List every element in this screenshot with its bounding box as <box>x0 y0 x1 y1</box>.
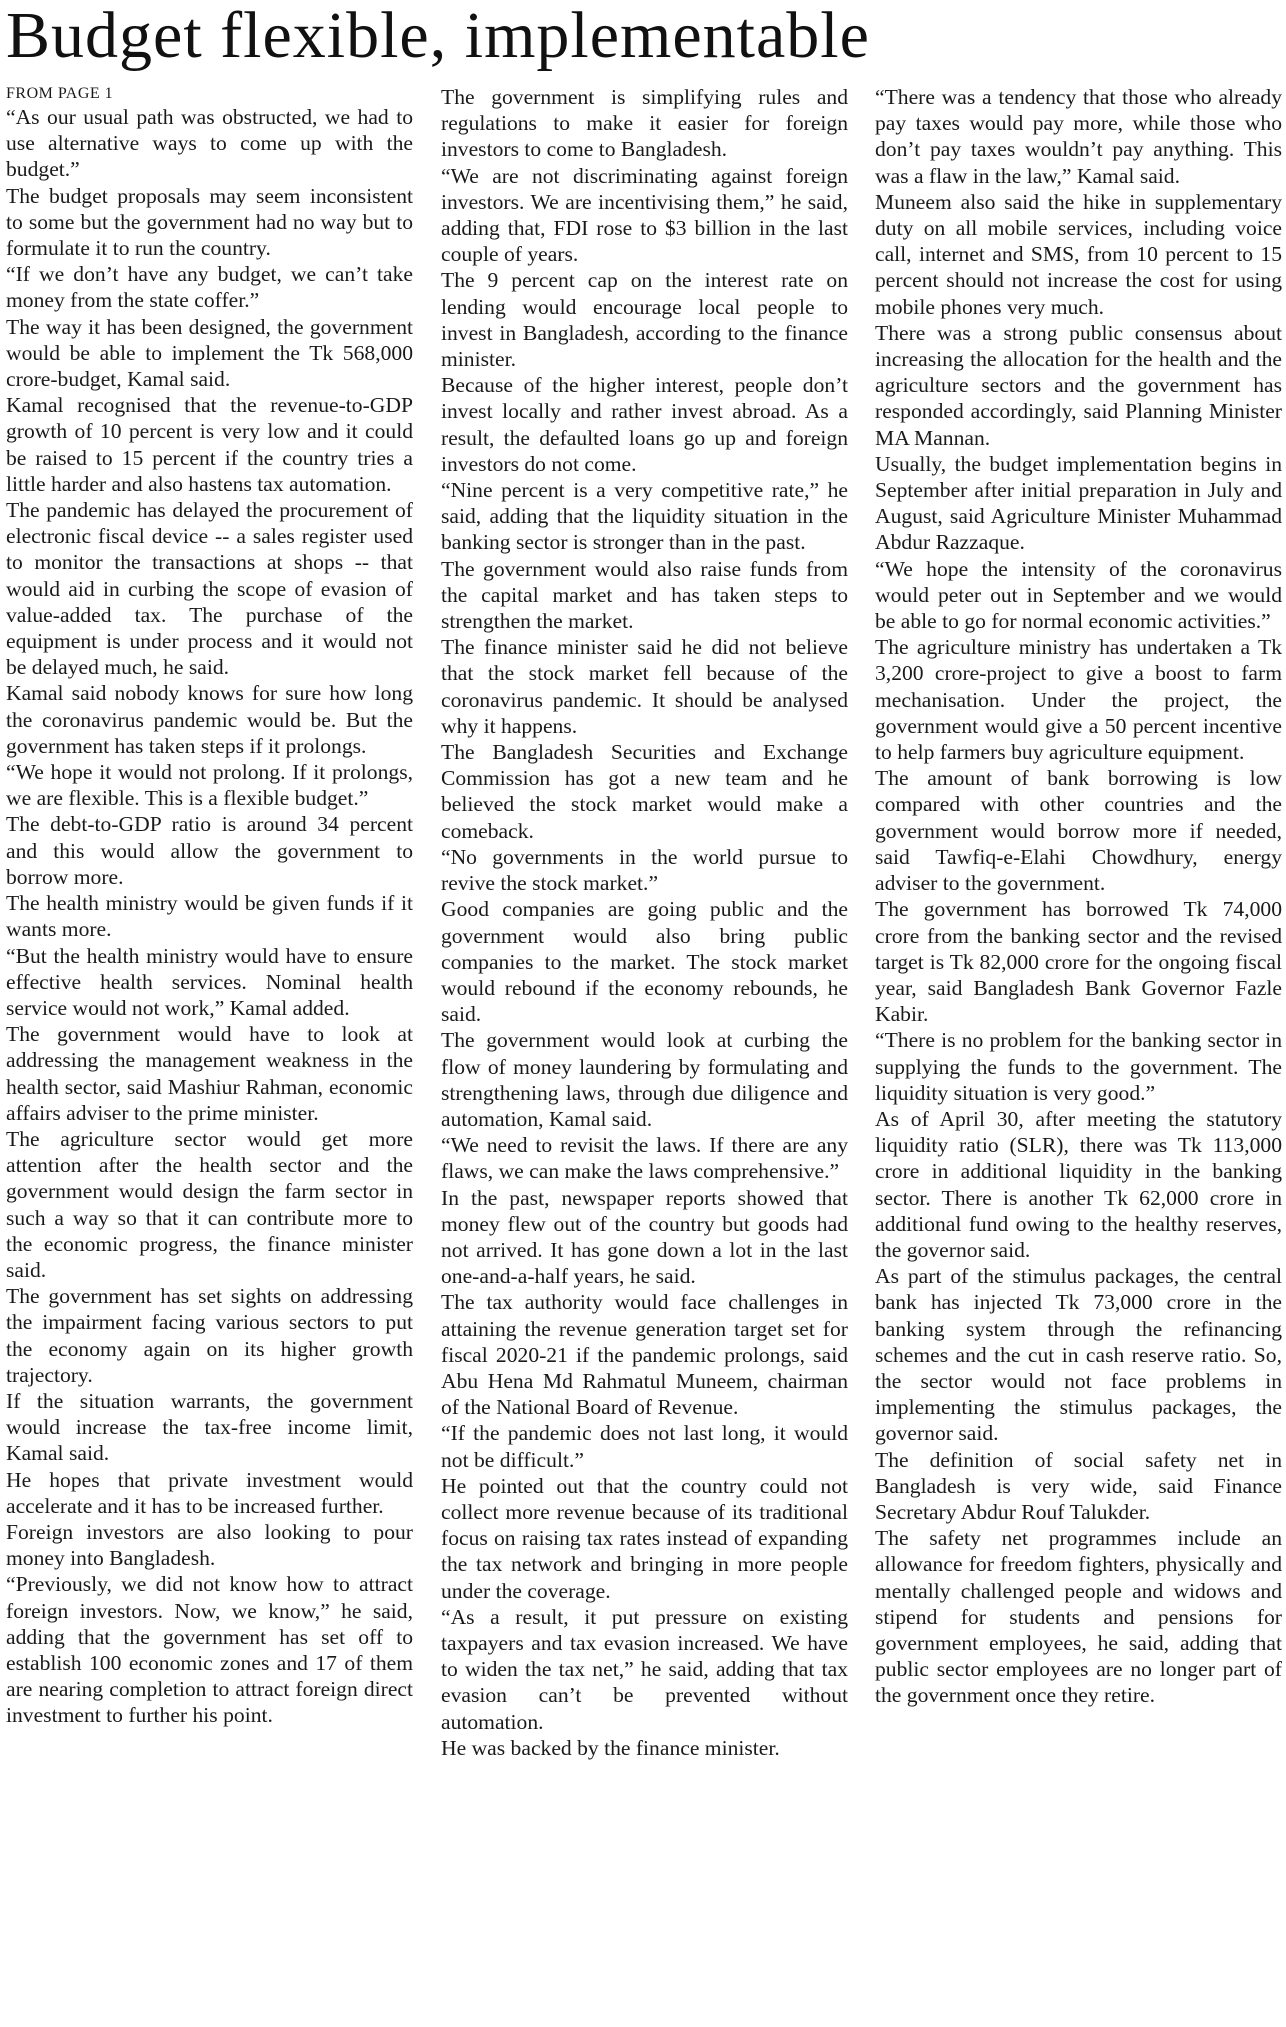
paragraph: The government has set sights on addressing the impairment facing various sectors to put the economy again on its higher growth trajectory. <box>6 1284 413 1387</box>
jump-line: FROM PAGE 1 <box>6 85 114 102</box>
paragraph: “Previously, we did not know how to attract foreign investors. Now, we know,” he said, adding that the government has set off to establish 100 economic zones and 17 of them are nearing completion to attract foreign direct investment to further his point. <box>6 1572 413 1728</box>
paragraph: The agriculture sector would get more attention after the health sector and the government would design the farm sector in such a way so that it can contribute more to the economic progress, the finance minister said. <box>6 1126 413 1282</box>
paragraph: Usually, the budget implementation begins in September after initial preparation in July and August, said Agriculture Minister Muhammad Abdur Razzaque. <box>875 451 1282 555</box>
paragraph: The agriculture ministry has undertaken a Tk 3,200 crore-project to give a boost to farm mechanisation. Under the project, the government would give a 50 percent incentive to help farmers buy agriculture equipment. <box>875 635 1282 765</box>
paragraph: Muneem also said the hike in supplementary duty on all mobile services, including voice call, internet and SMS, from 10 percent to 15 percent should not increase the cost for using mobile phones very much. <box>875 189 1282 319</box>
paragraph: Because of the higher interest, people don’t invest locally and rather invest abroad. As a result, the defaulted loans go up and foreign investors do not come. <box>441 373 848 476</box>
paragraph: He hopes that private investment would accelerate and it has to be increased further. <box>6 1467 413 1518</box>
paragraph: “We need to revisit the laws. If there are any flaws, we can make the laws comprehensive.” <box>441 1133 848 1184</box>
paragraph: “We are not discriminating against foreign investors. We are incentivising them,” he said, adding that, FDI rose to $3 billion in the last couple of years. <box>441 163 848 267</box>
paragraph: Foreign investors are also looking to pour money into Bangladesh. <box>6 1519 413 1571</box>
headline: Budget flexible, implementable <box>6 0 870 72</box>
paragraph: The government has borrowed Tk 74,000 crore from the banking sector and the revised target is Tk 82,000 crore for the ongoing fiscal year, said Bangladesh Bank Governor Fazle Kabir. <box>875 897 1282 1027</box>
paragraph: In the past, newspaper reports showed that money flew out of the country but goods had not arrived. It has gone down a lot in the last one-and-a-half years, he said. <box>441 1185 848 1289</box>
paragraph: The definition of social safety net in Bangladesh is very wide, said Finance Secretary Abdur Rouf Talukder. <box>875 1447 1282 1524</box>
paragraph: “We hope it would not prolong. If it prolongs, we are flexible. This is a flexible budget.” <box>6 760 413 811</box>
paragraph: The government is simplifying rules and regulations to make it easier for foreign investors to come to Bangladesh. <box>441 85 848 162</box>
paragraph: The Bangladesh Securities and Exchange Commission has got a new team and he believed the stock market would make a comeback. <box>441 740 848 843</box>
article-column-3 <box>875 84 1282 2019</box>
paragraph: The safety net programmes include an allowance for freedom fighters, physically and mentally challenged people and widows and stipend for students and pensions for government employees, he said, adding that public sector employees are no longer part of the government once they retire. <box>875 1526 1282 1708</box>
paragraph: “Nine percent is a very competitive rate,” he said, adding that the liquidity situation in the banking sector is stronger than in the past. <box>441 478 848 555</box>
paragraph: The health ministry would be given funds if it wants more. <box>6 891 413 942</box>
paragraph: The tax authority would face challenges in attaining the revenue generation target set for fiscal 2020-21 if the pandemic prolongs, said Abu Hena Md Rahmatul Muneem, chairman of the National Board of Revenue. <box>441 1290 848 1420</box>
paragraph: “If we don’t have any budget, we can’t take money from the state coffer.” <box>6 262 413 313</box>
paragraph: The debt-to-GDP ratio is around 34 percent and this would allow the government to borrow more. <box>6 812 413 889</box>
paragraph: “There was a tendency that those who already pay taxes would pay more, while those who don’t pay taxes wouldn’t pay anything. This was a flaw in the law,” Kamal said. <box>875 85 1282 188</box>
paragraph: The budget proposals may seem inconsistent to some but the government had no way but to formulate it to run the country. <box>6 183 413 261</box>
paragraph: The amount of bank borrowing is low compared with other countries and the government would borrow more if needed, said Tawfiq-e-Elahi Chowdhury, energy adviser to the government. <box>875 766 1282 896</box>
paragraph: He pointed out that the country could not collect more revenue because of its traditional focus on raising tax rates instead of expanding the tax network and bringing in more people under the coverage. <box>441 1473 848 1603</box>
paragraph: As part of the stimulus packages, the central bank has injected Tk 73,000 crore in the banking system through the refinancing schemes and the cut in cash reserve ratio. So, the sector would not face problems in implementing the stimulus packages, the governor said. <box>875 1264 1282 1446</box>
article-column-2 <box>441 84 848 2019</box>
paragraph: He was backed by the finance minister. <box>441 1735 780 1760</box>
paragraph: Kamal said nobody knows for sure how long the coronavirus pandemic would be. But the government has taken steps if it prolongs. <box>6 681 413 758</box>
paragraph: “There is no problem for the banking sector in supplying the funds to the government. The liquidity situation is very good.” <box>875 1028 1282 1105</box>
paragraph: “We hope the intensity of the coronavirus would peter out in September and we would be able to go for normal economic activities.” <box>875 556 1282 634</box>
paragraph: The way it has been designed, the government would be able to implement the Tk 568,000 crore-budget, Kamal said. <box>6 314 413 392</box>
paragraph: “As a result, it put pressure on existing taxpayers and tax evasion increased. We have to widen the tax net,” he said, adding that tax evasion can’t be prevented without automation. <box>441 1604 848 1734</box>
paragraph: “If the pandemic does not last long, it would not be difficult.” <box>441 1421 848 1472</box>
paragraph: “But the health ministry would have to ensure effective health services. Nominal health service would not work,” Kamal added. <box>6 943 413 1020</box>
paragraph: Kamal recognised that the revenue-to-GDP growth of 10 percent is very low and it could be raised to 15 percent if the country tries a little harder and also hastens tax automation. <box>6 393 413 496</box>
paragraph: If the situation warrants, the government would increase the tax-free income limit, Kamal said. <box>6 1388 413 1466</box>
paragraph: The finance minister said he did not believe that the stock market fell because of the coronavirus pandemic. It should be analysed why it happens. <box>441 635 848 738</box>
paragraph: “No governments in the world pursue to revive the stock market.” <box>441 844 848 896</box>
paragraph: There was a strong public consensus about increasing the allocation for the health and the agriculture sectors and the government has responded accordingly, said Planning Minister MA Mannan. <box>875 320 1282 450</box>
paragraph: As of April 30, after meeting the statutory liquidity ratio (SLR), there was Tk 113,000 crore in additional liquidity in the banking sector. There is another Tk 62,000 crore in additional fund owing to the healthy reserves, the governor said. <box>875 1106 1282 1262</box>
paragraph: The government would have to look at addressing the management weakness in the health sector, said Mashiur Rahman, economic affairs adviser to the prime minister. <box>6 1022 413 1125</box>
paragraph: The government would look at curbing the flow of money laundering by formulating and strengthening laws, through due diligence and automation, Kamal said. <box>441 1028 848 1131</box>
paragraph: The government would also raise funds from the capital market and has taken steps to strengthen the market. <box>441 556 848 634</box>
paragraph: The pandemic has delayed the procurement of electronic fiscal device -- a sales register used to monitor the transactions at shops -- that would aid in curbing the scope of evasion of value-added tax. The purchase of the equipment is under process and it would not be delayed much, he said. <box>6 498 413 680</box>
article-column-1 <box>6 84 413 2019</box>
paragraph: Good companies are going public and the government would also bring public companies to the market. The stock market would rebound if the economy rebounds, he said. <box>441 897 848 1027</box>
paragraph: “As our usual path was obstructed, we had to use alternative ways to come up with the budget.” <box>6 105 413 182</box>
paragraph: The 9 percent cap on the interest rate on lending would encourage local people to invest in Bangladesh, according to the finance minister. <box>441 268 848 372</box>
